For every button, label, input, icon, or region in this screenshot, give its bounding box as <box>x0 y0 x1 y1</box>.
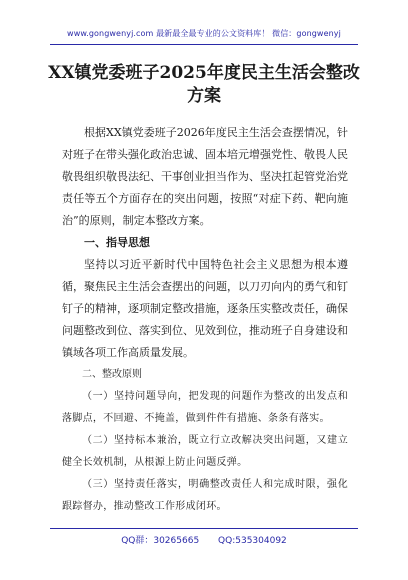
document-body <box>62 122 348 518</box>
footer-divider <box>50 528 358 529</box>
principle-3: （三）坚持责任落实，明确整改责任人和完成时限，强化跟踪督办，推动整改工作形成闭环。 <box>62 479 348 512</box>
principle-1: （一）坚持问题导向，把发现的问题作为整改的出发点和落脚点，不回避、不掩盖，做到件件有措施、条条有落实。 <box>62 391 348 424</box>
principle-2: （二）坚持标本兼治，既立行立改解决突出问题，又建立健全长效机制，从根源上防止问题反弹。 <box>62 435 348 468</box>
footer-qq: QQ:535304092 <box>218 536 287 546</box>
section-heading-principles: 二、整改原则 <box>82 369 142 380</box>
section-heading-guiding-ideology: 一、指导思想 <box>84 236 150 249</box>
site-header: www.gongwenyj.com 最新最全最专业的公文资料库！ 微信：gongwenyj <box>67 29 341 38</box>
header-divider <box>50 44 358 45</box>
site-footer <box>0 533 408 546</box>
intro-paragraph: 根据XX镇党委班子2026年度民主生活会查摆情况，针对班子在带头强化政治忠诚、固本培元增强党性、敬畏人民敬畏组织敬畏法纪、干事创业担当作为、坚决扛起管党治党责任等五个方面存在的突出问题，按照“对症下药、靶向施治”的原则，制定本整改方案。 <box>62 126 348 227</box>
guiding-ideology-paragraph: 坚持以习近平新时代中国特色社会主义思想为根本遵循，聚焦民主生活会查摆出的问题，以刀刃向内的勇气和钉钉子的精神，逐项制定整改措施，逐条压实整改责任，确保问题整改到位、落实到位、见效到位，推动班子自身建设和镇域各项工作高质量发展。 <box>62 258 348 359</box>
document-title: XX镇党委班子2025年度民主生活会整改方案 <box>48 63 360 106</box>
footer-qq-group: QQ群：30265665 <box>121 536 200 546</box>
